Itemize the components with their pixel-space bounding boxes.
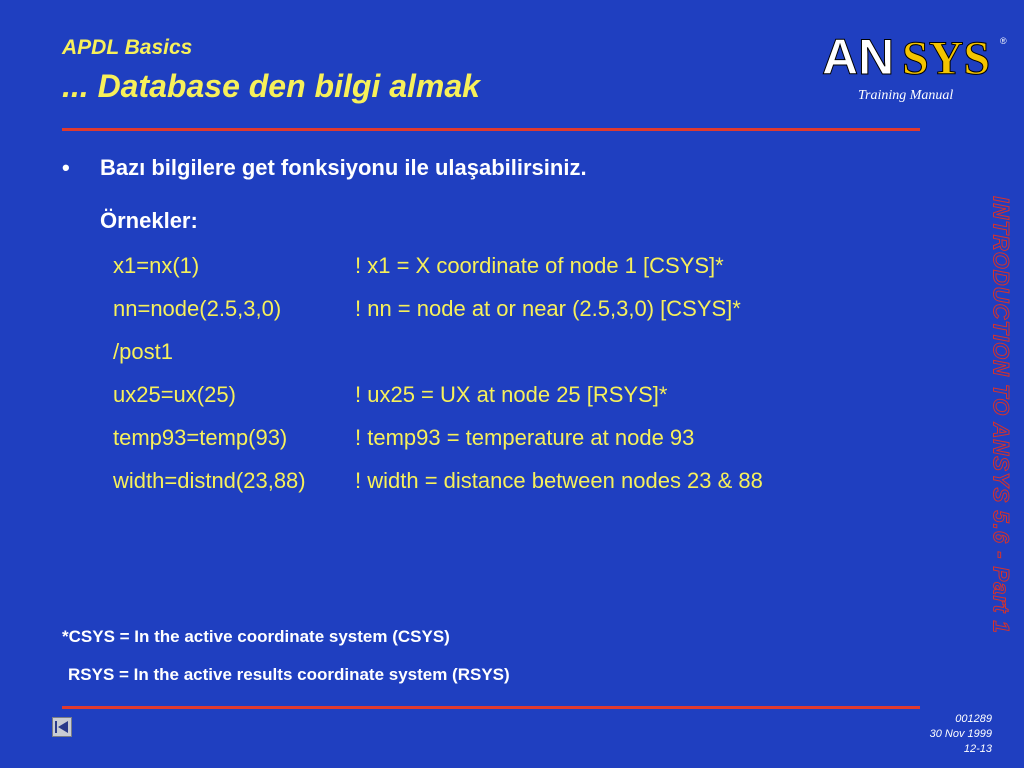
example-command: x1=nx(1) xyxy=(113,253,200,278)
registered-mark: ® xyxy=(1000,36,1007,46)
note-csys: *CSYS = In the active coordinate system (CSYS) xyxy=(62,627,450,646)
side-banner-text: INTRODUCTION TO ANSYS 5.6 - Part 1 xyxy=(989,196,1014,634)
previous-slide-button[interactable] xyxy=(52,717,72,737)
examples-label: Örnekler: xyxy=(100,208,198,233)
example-comment: ! ux25 = UX at node 25 [RSYS]* xyxy=(355,382,668,407)
footer-code: 001289 xyxy=(955,713,992,725)
footer-page-number: 12-13 xyxy=(963,743,992,755)
logo-text-right: SYS xyxy=(902,32,991,80)
section-subtitle: APDL Basics xyxy=(62,36,193,59)
footer-date: 30 Nov 1999 xyxy=(929,728,992,740)
example-comment: ! x1 = X coordinate of node 1 [CSYS]* xyxy=(355,253,724,278)
example-comment: ! nn = node at or near (2.5,3,0) [CSYS]* xyxy=(355,296,741,321)
footer-divider xyxy=(62,706,920,709)
bullet-intro-text: Bazı bilgilere get fonksiyonu ile ulaşabilirsiniz. xyxy=(100,155,587,180)
example-command: ux25=ux(25) xyxy=(113,382,236,407)
example-command: /post1 xyxy=(113,339,173,364)
note-rsys: RSYS = In the active results coordinate system (RSYS) xyxy=(68,665,510,684)
training-manual-label: Training Manual xyxy=(858,88,954,103)
bullet-marker: • xyxy=(62,155,70,180)
example-command: temp93=temp(93) xyxy=(113,425,288,450)
ansys-logo xyxy=(820,30,1010,80)
header-divider xyxy=(62,128,920,131)
example-command: nn=node(2.5,3,0) xyxy=(113,296,282,321)
example-comment: ! temp93 = temperature at node 93 xyxy=(355,425,695,450)
example-comment: ! width = distance between nodes 23 & 88 xyxy=(355,468,763,493)
logo-text-left: AN xyxy=(822,30,895,80)
footer-info xyxy=(930,712,992,757)
example-command: width=distnd(23,88) xyxy=(113,468,306,493)
side-banner xyxy=(986,140,1016,690)
back-arrow-icon xyxy=(53,718,71,736)
page-title: ... Database den bilgi almak xyxy=(62,68,480,104)
